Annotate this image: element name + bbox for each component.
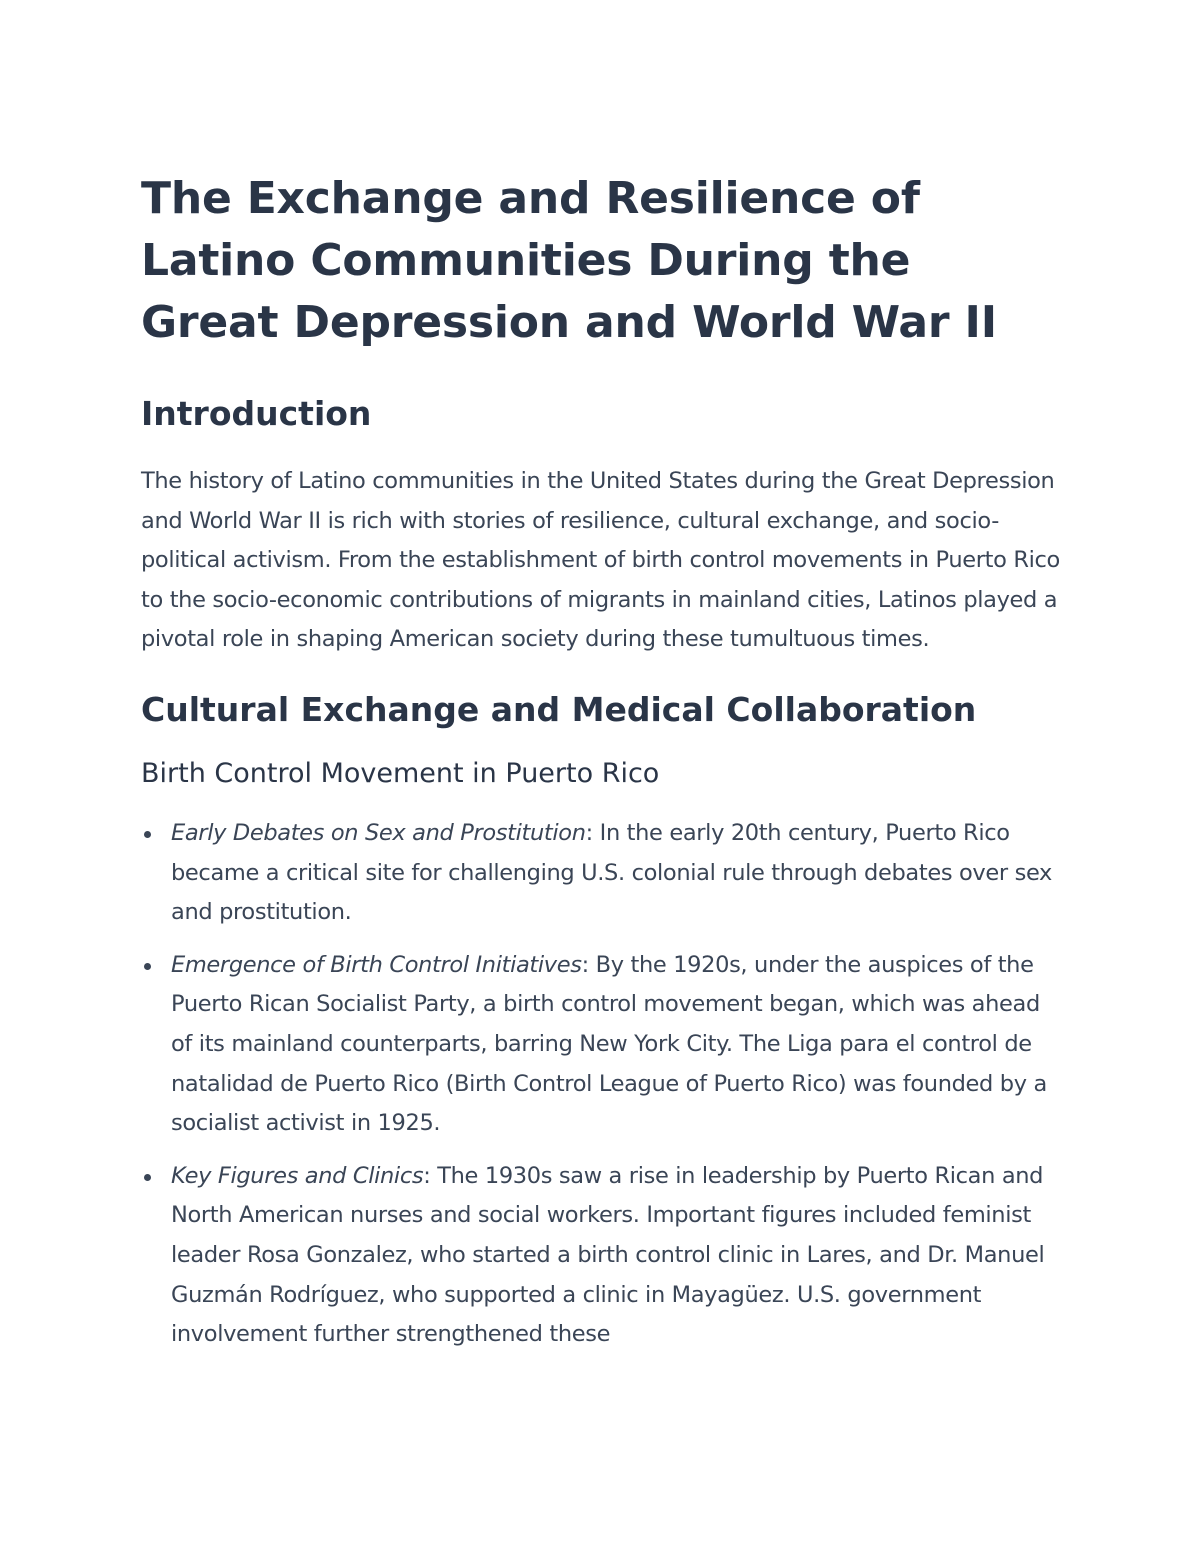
bullet-text: : The 1930s saw a rise in leadership by Puerto Rican and North American nurses and social workers. Important figures included feminist leader Rosa Gonzalez, who started a birth control clinic in Lares, and Dr. Manuel Guzmán Rodríguez, who supported a clinic in Mayagüez. U.S. government involvement further strengthened these	[171, 1162, 1045, 1348]
bullet-dot-icon	[144, 831, 151, 838]
bullet-text: : By the 1920s, under the auspices of the Puerto Rican Socialist Party, a birth control movement began, which was ahead of its mainland counterparts, barring New York City. The Liga para el control de natalidad de Puerto Rico (Birth Control League of Puerto Rico) was founded by a socialist activist in 1925.	[171, 951, 1047, 1137]
bullet-dot-icon	[144, 963, 151, 970]
bullet-list	[141, 814, 1061, 1355]
document-title: The Exchange and Resilience of Latino Communities During the Great Depression and World War II	[141, 173, 997, 348]
introduction-heading: Introduction	[141, 394, 372, 433]
list-item	[141, 814, 1061, 933]
bullet-text: : In the early 20th century, Puerto Rico became a critical site for challenging U.S. colonial rule through debates over sex and prostitution.	[171, 819, 1053, 926]
bullet-term: Emergence of Birth Control Initiatives	[171, 951, 582, 978]
document-page	[141, 168, 1061, 1368]
list-item	[141, 946, 1061, 1144]
bullet-term: Early Debates on Sex and Prostitution	[171, 819, 586, 846]
list-item	[141, 1157, 1061, 1355]
introduction-paragraph: The history of Latino communities in the United States during the Great Depression and World War II is rich with stories of resilience, cultural exchange, and socio-political activism. From the establishment of birth control movements in Puerto Rico to the socio-economic contributions of migrants in mainland cities, Latinos played a pivotal role in shaping American society during these tumultuous times.	[141, 468, 1060, 653]
section-subheading: Birth Control Movement in Puerto Rico	[141, 757, 660, 789]
section-heading: Cultural Exchange and Medical Collaboration	[141, 689, 977, 729]
bullet-dot-icon	[144, 1174, 151, 1181]
bullet-term: Key Figures and Clinics	[171, 1162, 424, 1189]
